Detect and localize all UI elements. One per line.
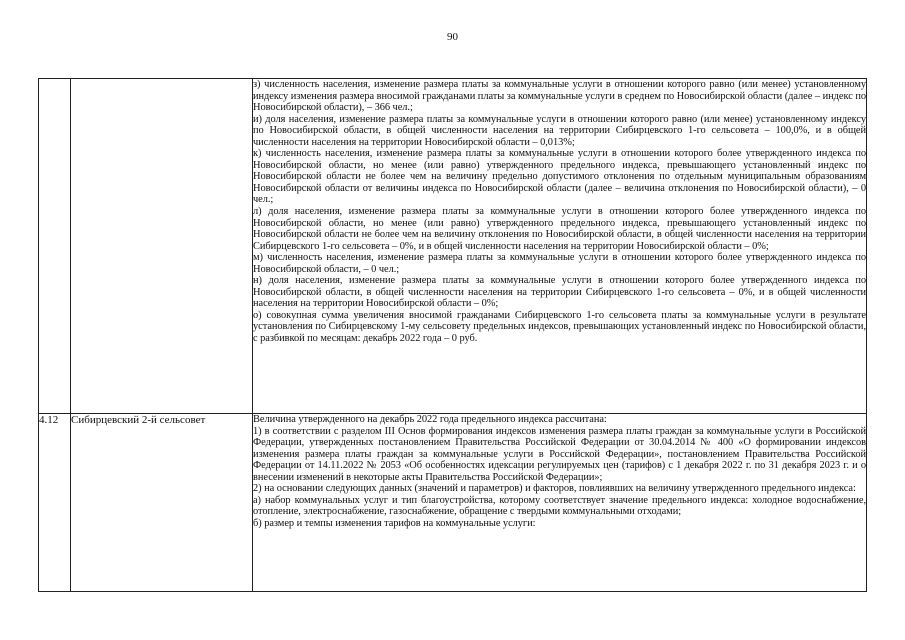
- paragraph: а) набор коммунальных услуг и тип благоустройства, которому соответствует значение предельного индекса: холодное водоснабжение, отопление, электроснабжение, газоснабжение, обращение с твердыми коммунальными отходами;: [253, 494, 866, 518]
- row-number: [39, 79, 71, 414]
- paragraph: 1) в соответствии с разделом III Основ формирования индексов изменения размера платы граждан за коммунальные услуги в Российской Федерации, утвержденных постановлением Правительства Российской Федерации от 30.04.2014 № 400 «О формировании индексов изменения размера платы граждан за коммунальные услуги в Российской Федерации», постановлением Правительства Российской Федерации от 14.11.2022 № 2053 «Об особенностях идексации регулируемых цен (тарифов) с 1 декабря 2022 г. по 31 декабря 2023 г. и о внесении изменений в некоторые акты Правительства Российской Федерации»;: [253, 425, 866, 483]
- paragraph: з) численность населения, изменение размера платы за коммунальные услуги в отношении которого равно (или менее) установленному индексу изменения размера вносимой гражданами платы за коммунальные услуги в среднем по Новосибирской области (далее – индекс по Новосибирской области), – 366 чел.;: [253, 79, 866, 114]
- paragraph: н) доля населения, изменение размера платы за коммунальные услуги в отношении которого более утвержденного индекса по Новосибирской области, в общей численности населения на территории Сибирцевского 1-го сельсовета – 0%, и в общей численности населения на территории Новосибирской области – 0%;: [253, 275, 866, 310]
- table-row: [39, 414, 867, 592]
- paragraph: л) доля населения, изменение размера платы за коммунальные услуги в отношении которого более утвержденного индекса по Новосибирской области, но менее (или равно) утвержденного предельного индекса, превышающего установленный индекс по Новосибирской области не более чем на величину отклонения по Новосибирской области, в общей численности населения на территории Сибирцевского 1-го сельсовета – 0%, и в общей численности населения на территории Новосибирской области – 0%;: [253, 206, 866, 252]
- row-number: 4.12: [39, 414, 71, 592]
- paragraph: Величина утвержденного на декабрь 2022 года предельного индекса рассчитана:: [253, 414, 607, 425]
- page-number: 90: [447, 31, 458, 43]
- paragraph: о) совокупная сумма увеличения вносимой гражданами Сибирцевского 1-го сельсовета платы за коммунальные услуги в результате установления по Сибирцевскому 1-му сельсовету предельных индексов, превышающих установленный индекс по Новосибирской области, с разбивкой по месяцам: декабрь 2022 года – 0 руб.: [253, 309, 866, 345]
- paragraph: 2) на основании следующих данных (значений и параметров) и факторов, повлиявших на величину утвержденного предельного индекса:: [253, 483, 856, 495]
- row-description: [253, 414, 867, 592]
- paragraph: к) численность населения, изменение размера платы за коммунальные услуги в отношении которого более утвержденного индекса по Новосибирской области, но менее (или равно) утвержденного предельного индекса, превышающего установленный индекс по Новосибирской области не более чем на величину предельно допустимого отклонения по отдельным муниципальным образованиям Новосибирской области от величины индекса по Новосибирской области (далее – величина отклонения по Новосибирской области), – 0 чел.;: [253, 148, 866, 206]
- paragraph: и) доля населения, изменение размера платы за коммунальные услуги в отношении которого равно (или менее) установленному индексу по Новосибирской области, в общей численности населения на территории Сибирцевского 1-го сельсовета – 100,0%, и в общей численности населения на территории Новосибирской области – 0,013%;: [253, 113, 866, 148]
- paragraph: м) численность населения, изменение размера платы за коммунальные услуги в отношении которого более утвержденного индекса по Новосибирской области, – 0 чел.;: [253, 252, 866, 275]
- row-description: [253, 79, 867, 414]
- document-table: [38, 78, 867, 592]
- paragraph: б) размер и темпы изменения тарифов на коммунальные услуги:: [253, 517, 536, 529]
- row-municipality-name: [71, 79, 253, 414]
- table-row: [39, 79, 867, 414]
- row-municipality-name: Сибирцевский 2-й сельсовет: [71, 414, 253, 592]
